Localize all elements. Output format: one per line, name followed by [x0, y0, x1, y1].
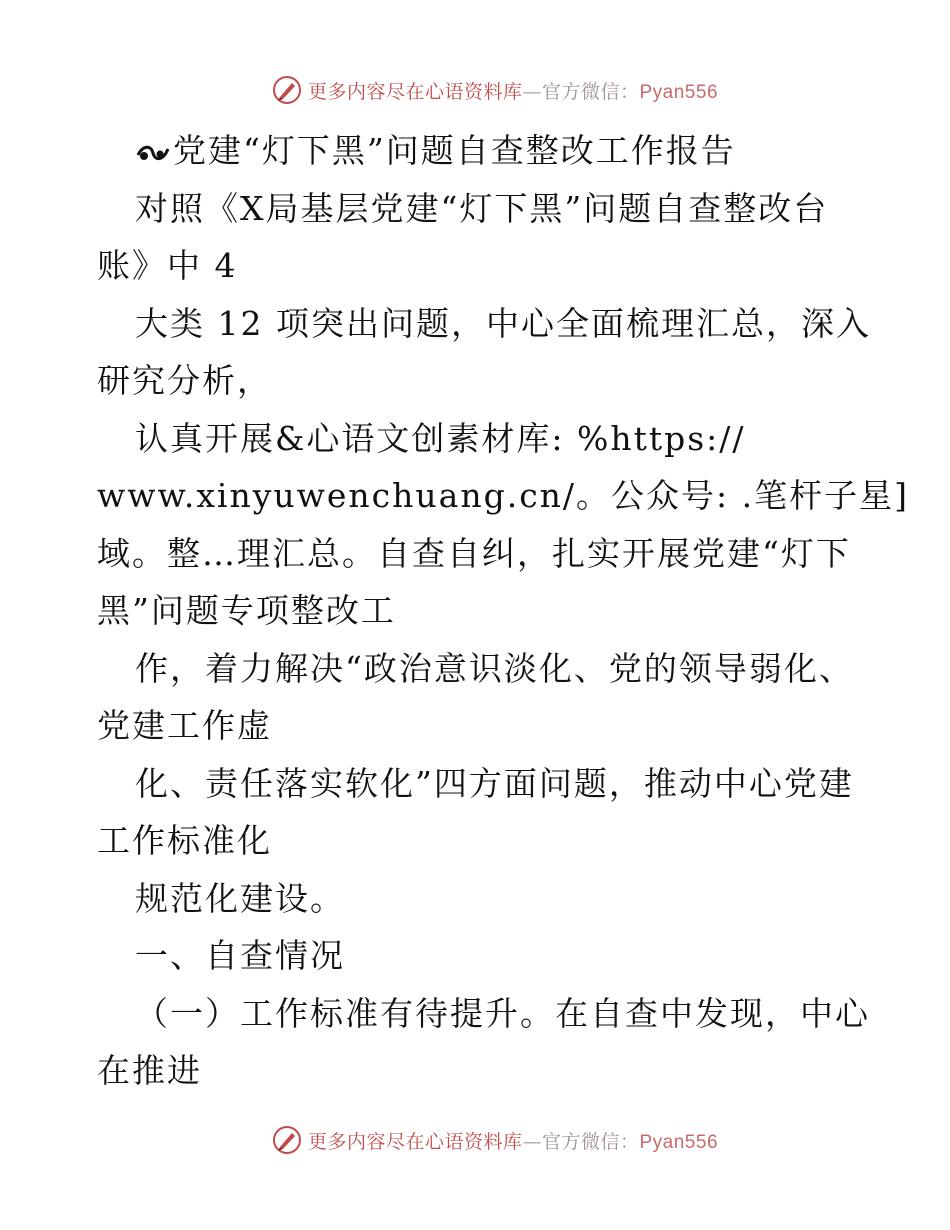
footer-banner-content	[272, 1125, 718, 1155]
paragraph-line: 研究分析，	[97, 361, 272, 400]
paragraph-line: 账》中 4	[97, 246, 238, 285]
paragraph-line: 规范化建设。	[135, 878, 345, 918]
paragraph-line: 对照《X局基层党建“灯下黑”问题自查整改台	[135, 188, 829, 228]
header-banner-text	[308, 77, 718, 104]
paragraph-line: 黑”问题专项整改工	[97, 591, 396, 630]
header-wechat-label: 官方微信：	[541, 80, 640, 103]
document-body	[97, 122, 910, 1100]
header-wechat-id: Pyan556	[639, 81, 719, 103]
header-banner-content	[272, 75, 718, 105]
footer-banner-text	[308, 1127, 718, 1154]
paragraph-line: 域。整…理汇总。自查自纠，扎实开展党建“灯下	[97, 533, 851, 573]
paragraph-line: 认真开展&心语文创素材库: %https://	[135, 418, 746, 458]
paragraph-line: 党建工作虚	[97, 706, 272, 745]
paragraph-line: 化、责任落实软化”四方面问题，推动中心党建	[135, 763, 854, 803]
paragraph-line: 作，着力解决“政治意识淡化、党的领导弱化、	[135, 648, 854, 688]
header-banner	[0, 70, 950, 110]
paragraph-line: www.xinyuwenchuang.cn/。公众号: .笔杆子星]	[97, 476, 910, 515]
footer-banner	[0, 1120, 950, 1160]
footer-wechat-label: 官方微信：	[541, 1130, 640, 1153]
paragraph-line: 在推进	[97, 1051, 202, 1090]
footer-wechat-id: Pyan556	[639, 1131, 719, 1153]
footer-banner-slogan: 更多内容尽在心语资料库	[307, 1130, 523, 1153]
paragraph-line: 工作标准化	[97, 821, 272, 860]
footer-banner-separator: —	[522, 1130, 542, 1153]
header-banner-slogan: 更多内容尽在心语资料库	[307, 80, 523, 103]
pen-logo-icon	[272, 1125, 302, 1155]
flourish-icon	[135, 139, 171, 165]
section-heading: 一、自查情况	[135, 936, 345, 975]
document-title-text: 党建“灯下黑”问题自查整改工作报告	[173, 131, 736, 170]
paragraph-line: （一）工作标准有待提升。在自查中发现，中心	[135, 993, 870, 1033]
paragraph-line: 大类 12 项突出问题，中心全面梳理汇总，深入	[135, 303, 871, 343]
header-banner-separator: —	[522, 80, 542, 103]
document-title	[97, 122, 867, 180]
pen-logo-icon	[272, 75, 302, 105]
